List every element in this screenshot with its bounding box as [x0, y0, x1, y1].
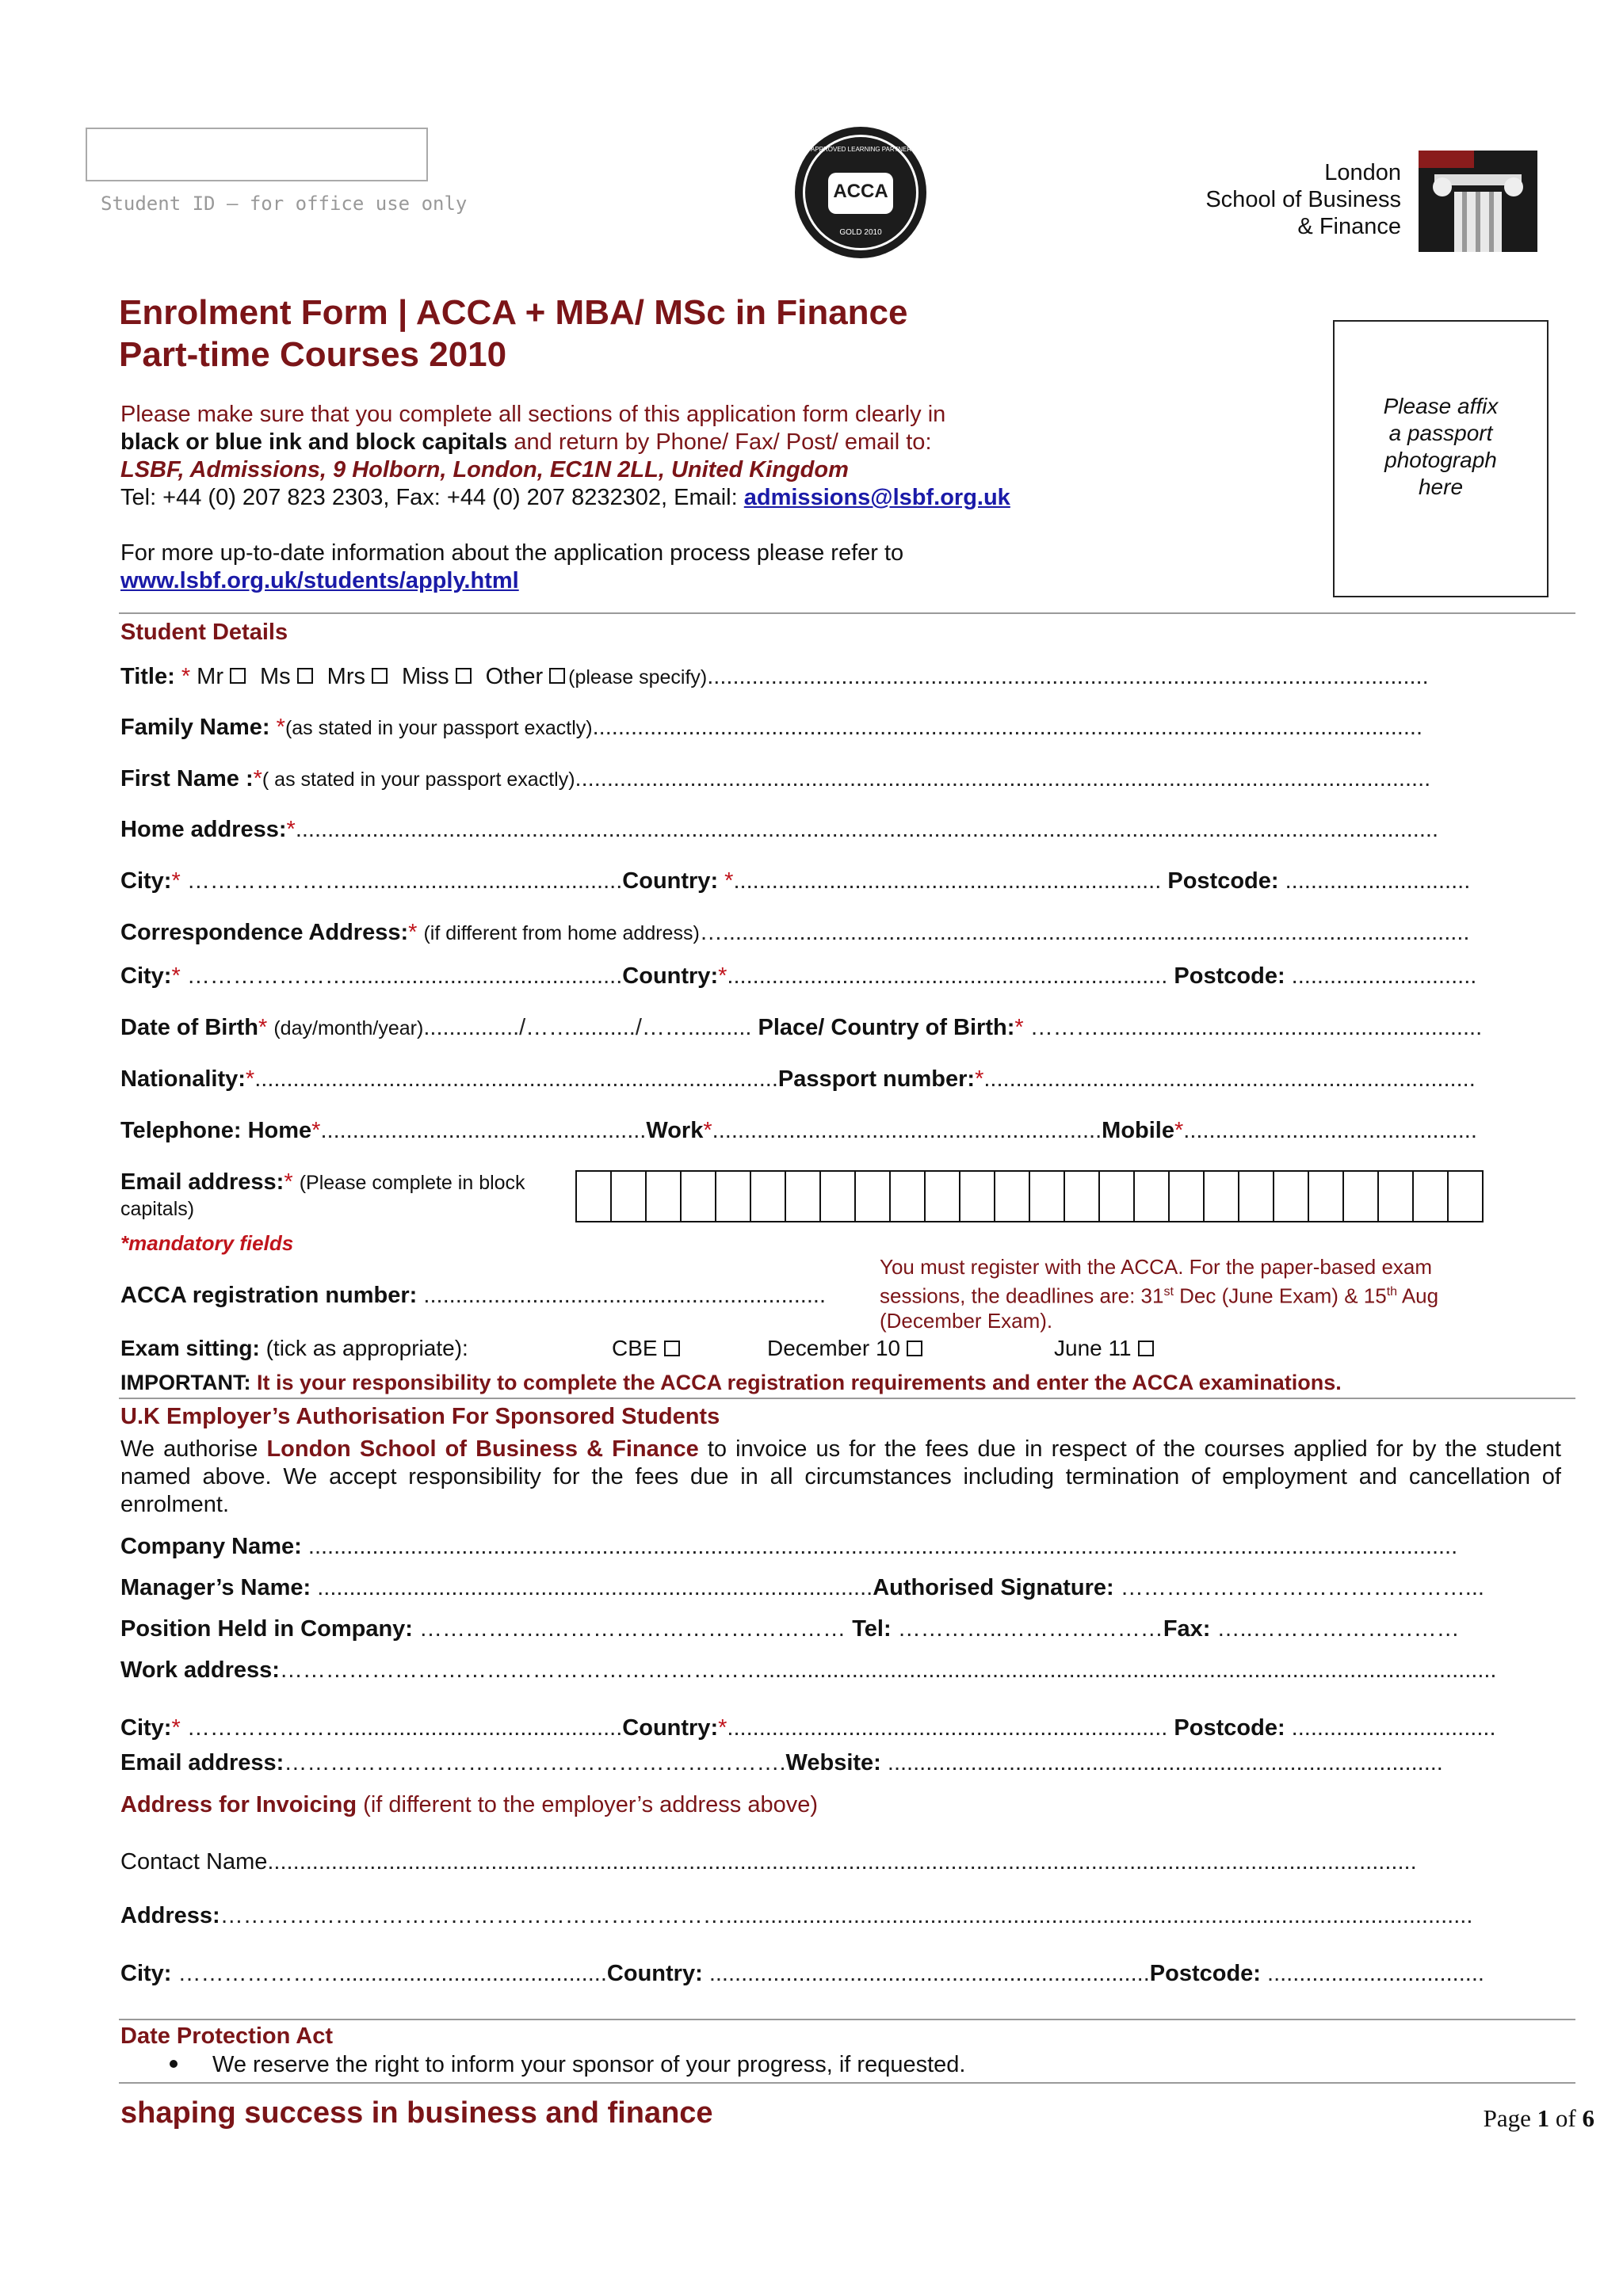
employer-paragraph: We authorise London School of Business & Finance to invoice us for the fees due in respect of the courses applied for by the student named above. We accept responsibility for the fees due in all circumstances including termination of employment and cancellation of enrolment. — [120, 1436, 1561, 1517]
logo-line2: School of Business — [1205, 187, 1401, 212]
email-label: Email address:* (Please complete in block capitals) — [120, 1169, 525, 1220]
acca-badge-text: ACCA — [833, 181, 888, 202]
logo-line3: & Finance — [1297, 214, 1401, 239]
contact-name-row[interactable]: Contact Name.................................................................................................................................................................................... — [120, 1849, 1417, 1875]
exam-option-cbe[interactable]: CBE — [612, 1336, 694, 1361]
page-number: Page 1 of 6 — [1483, 2104, 1594, 2132]
data-protection-heading: Date Protection Act — [120, 2023, 334, 2049]
bullet-icon — [170, 2060, 178, 2068]
correspondence-city-row[interactable]: City:* …………………...........................................Country:*..................................................................... Postcode: ............................. — [120, 963, 1477, 989]
acca-badge — [795, 127, 975, 258]
title-option-other[interactable]: Other — [486, 664, 569, 689]
mandatory-note: *mandatory fields — [120, 1231, 294, 1255]
page-subtitle: Part-time Courses 2010 — [119, 335, 507, 374]
invoice-city-row[interactable]: City: …………………..........................................Country: .....................................................................Postcode: .................................. — [120, 1961, 1484, 1986]
city-row[interactable]: City:* …………………...........................................Country: *................................................................... Postcode: ............................. — [120, 868, 1471, 894]
important-note: IMPORTANT: It is your responsibility to complete the ACCA registration requirements and enter the ACCA examinations. — [120, 1371, 1342, 1394]
first-name-row[interactable]: First Name :*( as stated in your passport exactly)...................................................................................................................................... — [120, 766, 1431, 791]
divider — [119, 2019, 1575, 2020]
lsbf-logo — [1205, 151, 1537, 254]
intro-line2: black or blue ink and block capitals and return by Phone/ Fax/ Post/ email to: — [120, 429, 932, 455]
title-option-mr[interactable]: Mr — [197, 664, 260, 689]
intro-more-info: For more up-to-date information about the application process please refer to — [120, 540, 904, 566]
title-option-mrs[interactable]: Mrs — [327, 664, 402, 689]
title-option-ms[interactable]: Ms — [260, 664, 327, 689]
title-row: Title: * Mr Ms Mrs Miss Other (please specify)................................................................................................................. — [120, 664, 1429, 689]
exam-option-june[interactable]: June 11 — [1054, 1336, 1168, 1361]
admissions-email-link[interactable]: admissions@lsbf.org.uk — [743, 485, 1010, 510]
intro-line1: Please make sure that you complete all sections of this application form clearly in — [120, 402, 946, 427]
photo-line1: Please affix — [1383, 394, 1499, 418]
manager-name-row[interactable]: Manager’s Name: .......................................................................................Authorised Signature: ………………………………………... — [120, 1575, 1484, 1600]
divider — [119, 612, 1575, 614]
intro-address: LSBF, Admissions, 9 Holborn, London, EC1N 2LL, United Kingdom — [120, 457, 849, 482]
acca-badge-ring-bottom: GOLD 2010 — [839, 228, 882, 237]
dob-row[interactable]: Date of Birth* (day/month/year).............../……........../…….......... Place/ Country of Birth:* ………............................................................ — [120, 1015, 1483, 1040]
acca-registration-row[interactable]: ACCA registration number: ............................................................... — [120, 1283, 827, 1308]
position-row[interactable]: Position Held in Company: ……………..………………………………… Tel: …………..…………………Fax: …..……………………… — [120, 1616, 1460, 1642]
home-address-row[interactable]: Home address:*................................................................................................................................................................................... — [120, 817, 1439, 842]
employer-heading: U.K Employer’s Authorisation For Sponsored Students — [120, 1404, 720, 1429]
student-details-heading: Student Details — [120, 620, 288, 645]
employer-email-row[interactable]: Email address:…………………………..…………………………….Website: ....................................................................................... — [120, 1750, 1443, 1775]
employer-city-row[interactable]: City:* …………………...........................................Country:*..................................................................... Postcode: ................................ — [120, 1715, 1496, 1741]
invoicing-heading: Address for Invoicing (if different to the employer’s address above) — [120, 1792, 819, 1817]
data-protection-bullet: We reserve the right to inform your sponsor of your progress, if requested. — [170, 2052, 965, 2078]
page-title: Enrolment Form | ACCA + MBA/ MSc in Finance — [119, 293, 908, 332]
exam-option-december[interactable]: December 10 — [767, 1336, 937, 1361]
student-id-box[interactable] — [86, 128, 428, 181]
correspondence-address-row[interactable]: Correspondence Address:* (if different from home address)…..................................................................................................................... — [120, 920, 1470, 945]
nationality-row[interactable]: Nationality:*..................................................................................Passport number:*............................................................................. — [120, 1066, 1476, 1092]
telephone-row[interactable]: Telephone: Home*...................................................Work*.............................................................Mobile*.............................................. — [120, 1118, 1477, 1143]
passport-photo-box[interactable] — [1333, 320, 1549, 597]
photo-line3: photograph — [1384, 448, 1497, 472]
intro-contact: Tel: +44 (0) 207 823 2303, Fax: +44 (0) 207 8232302, Email: admissions@lsbf.org.uk — [120, 485, 1010, 510]
photo-line4: here — [1418, 475, 1464, 499]
apply-url-link[interactable]: www.lsbf.org.uk/students/apply.html — [120, 568, 519, 593]
student-id-label: Student ID – for office use only — [101, 193, 468, 215]
company-name-row[interactable]: Company Name: .................................................................................................................................................................................... — [120, 1534, 1458, 1559]
exam-sitting-row: Exam sitting: (tick as appropriate): — [120, 1336, 468, 1360]
column-icon — [1419, 151, 1537, 252]
title-option-miss[interactable]: Miss — [402, 664, 486, 689]
photo-line2: a passport — [1388, 421, 1493, 445]
intro-block — [120, 401, 1010, 595]
logo-line1: London — [1324, 160, 1401, 185]
acca-note: You must register with the ACCA. For the paper-based exam sessions, the deadlines are: 31st Dec (June Exam) & 15th Aug (December Exam). — [880, 1255, 1439, 1333]
invoice-address-row[interactable]: Address:…………………………………………………………..................................................................................................................... — [120, 1903, 1473, 1928]
family-name-row[interactable]: Family Name: *(as stated in your passport exactly).................................................................................................................................. — [120, 715, 1423, 740]
email-block-capitals-grid[interactable] — [577, 1170, 1484, 1222]
footer-tagline: shaping success in business and finance — [120, 2096, 713, 2130]
divider — [119, 2082, 1575, 2084]
acca-badge-ring-top: APPROVED LEARNING PARTNER · STUDENT TUITION — [811, 146, 975, 153]
work-address-row[interactable]: Work address:………………………………………………………................................................................................................................... — [120, 1657, 1497, 1683]
divider — [119, 1398, 1575, 1399]
